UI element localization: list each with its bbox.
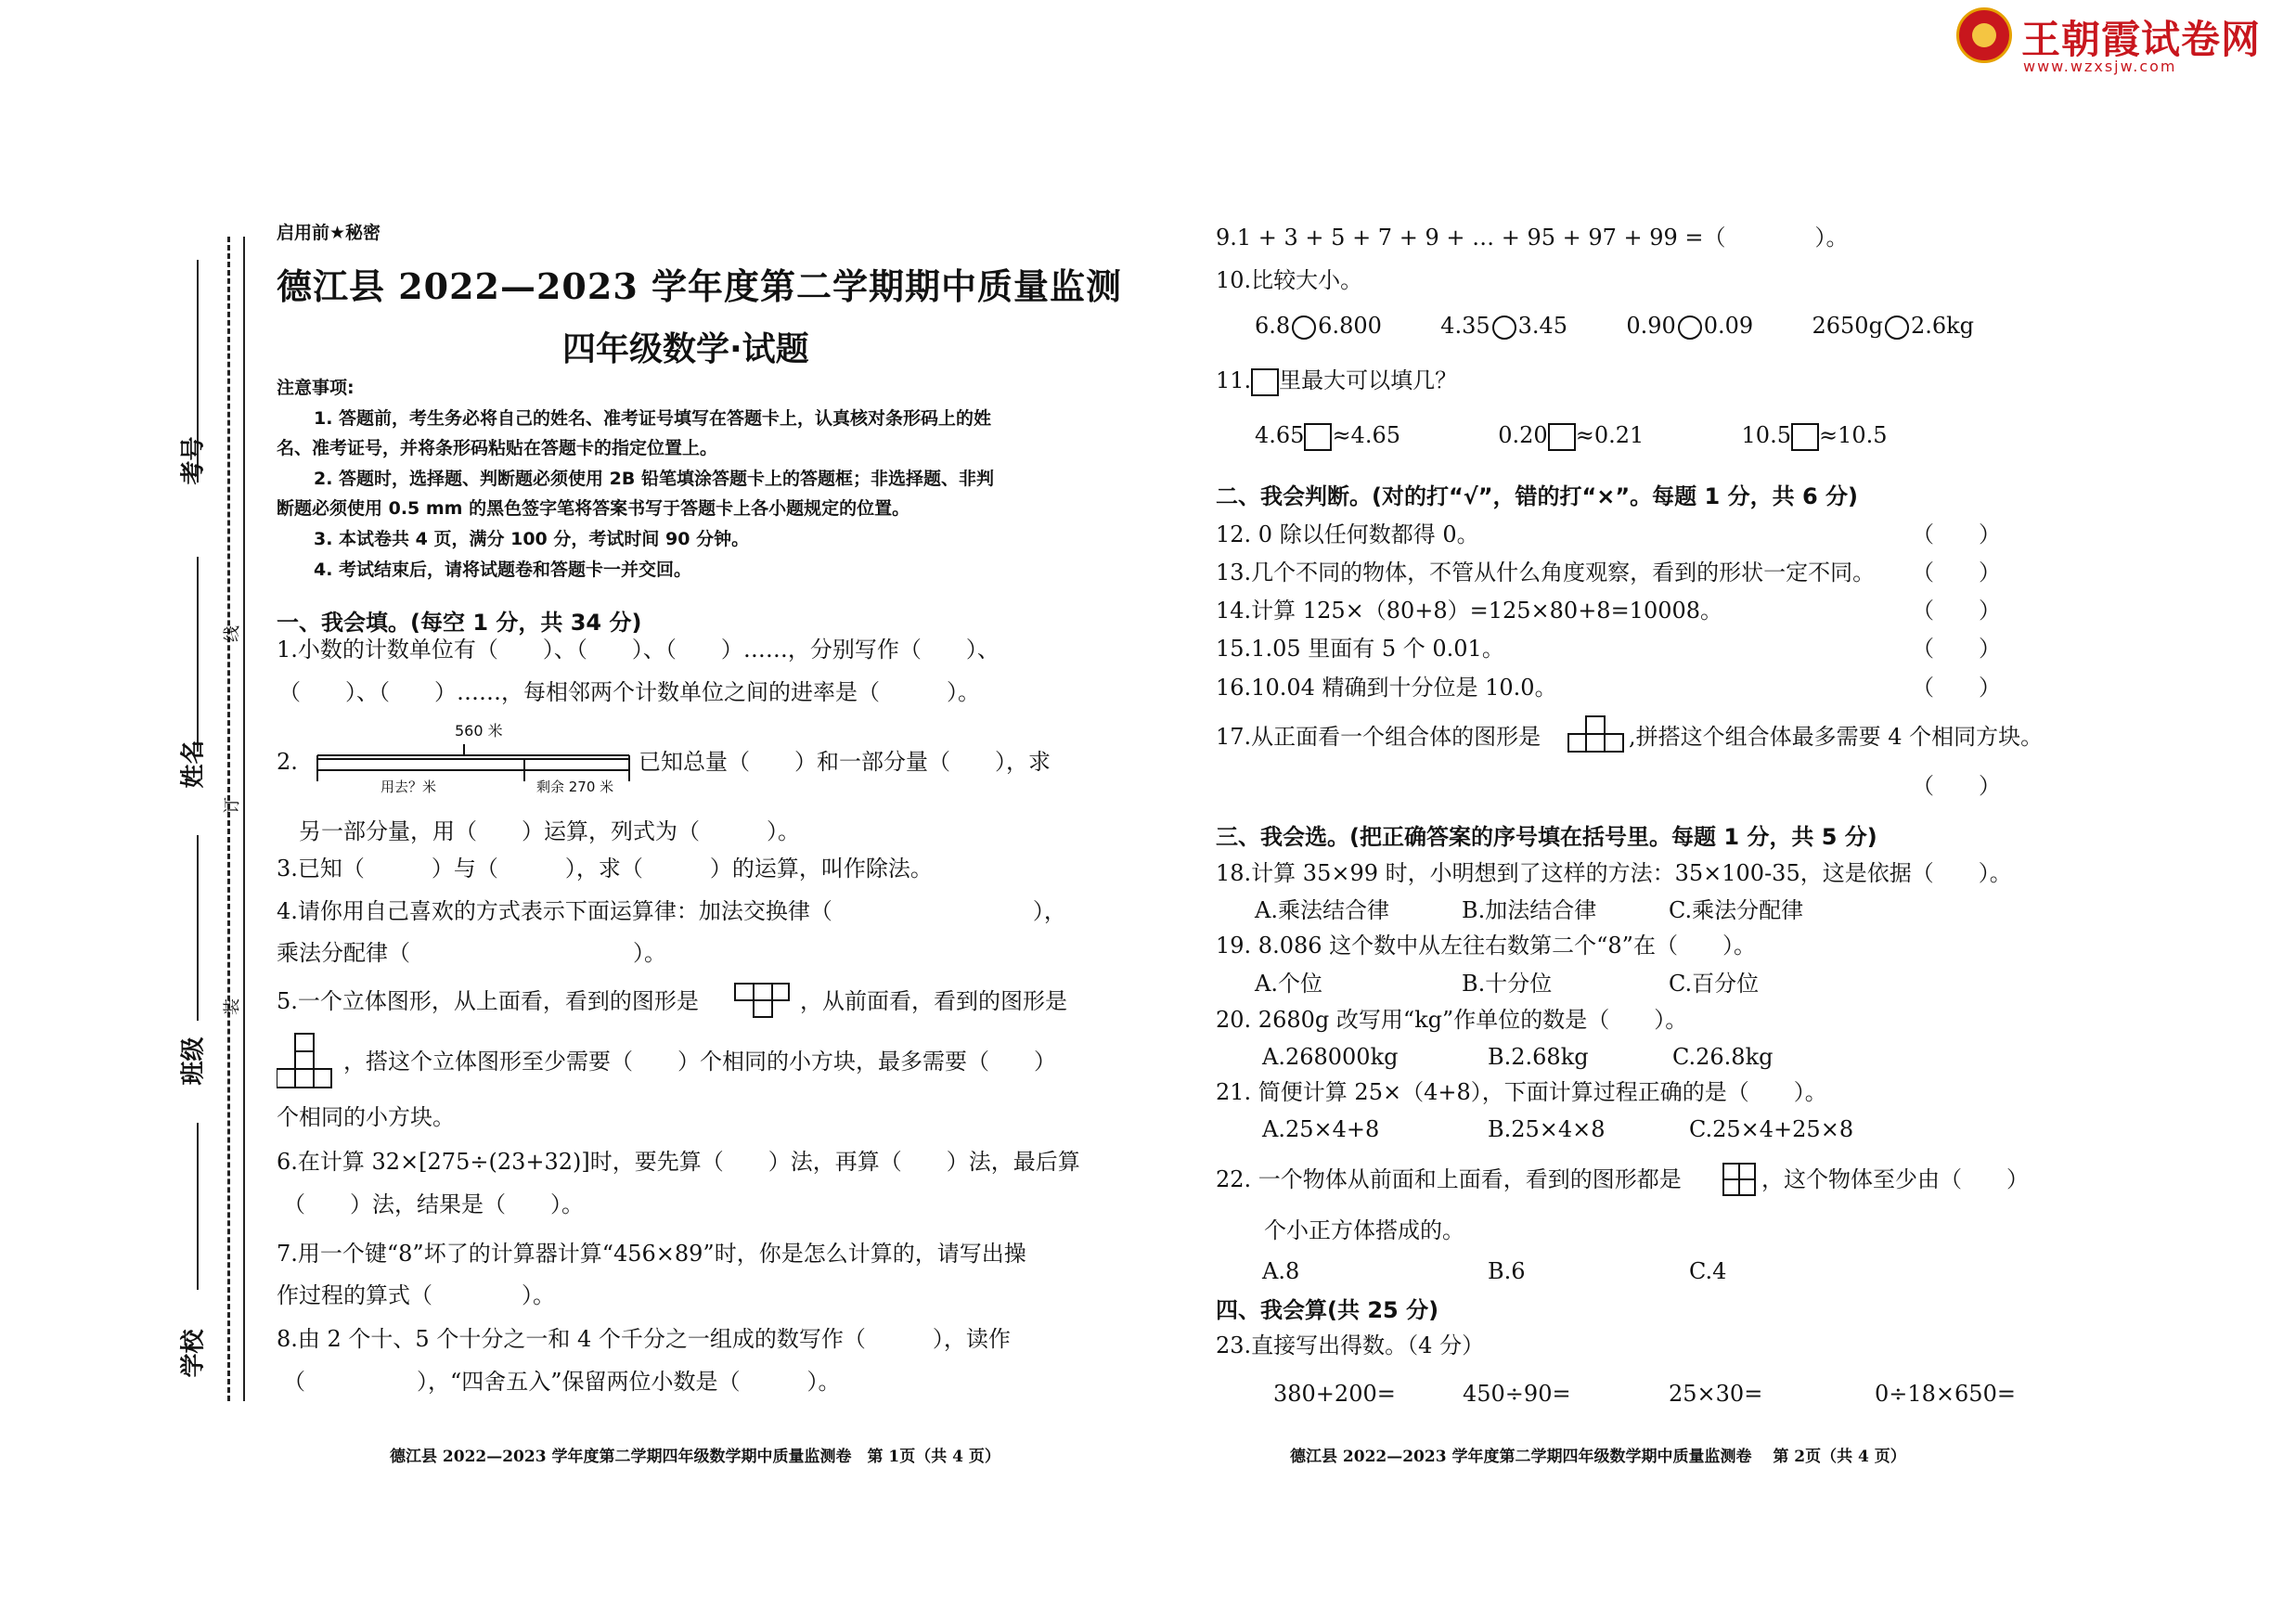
q19-option-b[interactable]: B.十分位 [1462,971,1553,997]
q10-c-left: 0.90 [1626,313,1676,339]
blank-box-icon [1251,368,1279,396]
q6-line-a: 6.在计算 32×[275÷(23+32)]时，要先算（ ）法，再算（ ）法，最后算 [277,1149,1080,1175]
q2-total-label: 560 米 [455,722,503,740]
q15-answer[interactable]: （ ） [1912,636,2001,662]
blank-box-icon[interactable] [1548,423,1576,451]
q22-option-a[interactable]: A.8 [1262,1258,1300,1284]
q8-line-a: 8.由 2 个十、5 个十分之一和 4 个千分之一组成的数写作（ ），读作 [277,1326,1011,1352]
q17-line-b: ,拼搭这个组合体最多需要 4 个相同方块。 [1629,724,2044,750]
q23: 23.直接写出得数。（4 分） [1216,1332,1485,1358]
q18: 18.计算 35×99 时，小明想到了这样的方法：35×100-35，这是依据（ ）。 [1216,860,2012,886]
cut-mark-bind: 装 [223,998,242,1015]
q3: 3.已知（ ）与（ ），求（ ）的运算，叫作除法。 [277,856,933,882]
exam-subtitle: 四年级数学·试题 [562,330,809,368]
note-4: 4. 考试结束后，请将试题卷和答题卡一并交回。 [314,560,692,580]
watermark-name: 王朝霞试卷网 [2021,17,2262,62]
q18-option-b[interactable]: B.加法结合律 [1462,897,1597,923]
school-label: 学校 [179,1329,208,1378]
q10: 10.比较大小。 [1216,267,1363,293]
compare-circle-icon[interactable] [1678,315,1702,340]
note-1b: 名、准考证号，并将条形码粘贴在答题卡的指定位置上。 [277,438,718,458]
q12: 12. 0 除以任何数都得 0。 [1216,521,1479,547]
q5-line-a2: ，从前面看，看到的图形是 [800,988,1067,1014]
class-rule [197,835,199,1021]
q7-line-a: 7.用一个键“8”坏了的计算器计算“456×89”时，你是怎么计算的，请写出操 [277,1241,1026,1267]
q13: 13.几个不同的物体，不管从什么角度观察，看到的形状一定不同。 [1216,560,1876,586]
q19: 19. 8.086 这个数中从左往右数第二个“8”在（ ）。 [1216,933,1756,959]
q5-front-view-figure [277,1032,332,1089]
q5-line-b: ，搭这个立体图形至少需要（ ）个相同的小方块，最多需要（ ） [343,1049,1056,1075]
q11-a-suffix: ≈4.65 [1332,422,1400,448]
q23-item-3: 25×30= [1669,1381,1763,1407]
q19-option-c[interactable]: C.百分位 [1669,971,1760,997]
q10-d-left: 2650g [1812,313,1883,339]
site-logo-icon [1956,7,2012,63]
q10-b-left: 4.35 [1440,313,1490,339]
q11-number: 11. [1216,367,1252,393]
q10-c-right: 0.09 [1703,313,1754,339]
compare-circle-icon[interactable] [1292,315,1316,340]
q9: 9.1 + 3 + 5 + 7 + 9 + … + 95 + 97 + 99 =（ ）。 [1216,225,1849,251]
q21-option-b[interactable]: B.25×4×8 [1488,1116,1606,1142]
q10-a-left: 6.8 [1255,313,1291,339]
name-label: 姓名 [179,740,208,789]
q11-row [1216,367,1457,396]
exam-no-label: 考号 [179,436,208,485]
q8-line-b: （ ），“四舍五入”保留两位小数是（ ）。 [283,1369,841,1395]
q14: 14.计算 125×（80+8）=125×80+8=10008。 [1216,598,1723,624]
q18-option-a[interactable]: A.乘法结合律 [1255,897,1389,923]
q13-answer[interactable]: （ ） [1912,560,2001,586]
watermark-url: www.wzxsjw.com [2023,58,2177,75]
note-2a: 2. 答题时，选择题、判断题必须使用 2B 铅笔填涂答题卡上的答题框；非选择题、非判 [314,469,994,489]
q22-option-b[interactable]: B.6 [1488,1258,1526,1284]
q2-line-a: 已知总量（ ）和一部分量（ ），求 [638,749,1051,775]
q14-answer[interactable]: （ ） [1912,598,2001,624]
name-rule [197,557,199,752]
q5-top-view-figure [733,982,791,1019]
section-2-heading: 二、我会判断。(对的打“√”，错的打“×”。每题 1 分，共 6 分) [1216,483,1858,509]
cut-mark-line: 线 [223,625,242,642]
q17-front-view-figure [1567,714,1626,753]
q21-option-c[interactable]: C.25×4+25×8 [1689,1116,1854,1142]
q7-line-b: 作过程的算式（ ）。 [277,1282,555,1308]
q2-used-label: 用去？米 [381,779,437,795]
compare-circle-icon[interactable] [1492,315,1516,340]
blank-box-icon[interactable] [1791,423,1819,451]
q10-compare-row [1255,313,1974,340]
q10-d-right: 2.6kg [1910,313,1975,339]
q17-line-a: 17.从正面看一个组合体的图形是 [1216,724,1541,750]
q11-b-prefix: 0.20 [1498,422,1548,448]
secret-label: 启用前★秘密 [277,223,381,243]
q4-line-a: 4.请你用自己喜欢的方式表示下面运算律：加法交换律（ ）， [277,898,1066,924]
q11-items-row [1255,422,1888,451]
note-1a: 1. 答题前，考生务必将自己的姓名、准考证号填写在答题卡上，认真核对条形码上的姓 [314,408,992,429]
class-label: 班级 [179,1036,208,1086]
q16-answer[interactable]: （ ） [1912,675,2001,701]
cut-mark-staple: 订 [223,797,242,814]
q21-option-a[interactable]: A.25×4+8 [1262,1116,1380,1142]
compare-circle-icon[interactable] [1885,315,1909,340]
school-rule [197,1123,199,1290]
q20-option-a[interactable]: A.268000kg [1262,1044,1399,1070]
q11-text: 里最大可以填几？ [1279,367,1458,393]
q22-option-c[interactable]: C.4 [1689,1258,1727,1284]
q15: 15.1.05 里面有 5 个 0.01。 [1216,636,1504,662]
q22-view-figure [1722,1162,1757,1197]
q23-item-2: 450÷90= [1463,1381,1571,1407]
q11-c-suffix: ≈10.5 [1818,422,1888,448]
q20-option-b[interactable]: B.2.68kg [1488,1044,1589,1070]
notes-heading: 注意事项: [277,378,355,398]
q21: 21. 简便计算 25×（4+8），下面计算过程正确的是（ ）。 [1216,1079,1827,1105]
watermark [1956,7,2263,75]
note-2b: 断题必须使用 0.5 mm 的黑色签字笔将答案书写于答题卡上各小题规定的位置。 [277,498,910,519]
q5-line-a: 5.一个立体图形，从上面看，看到的图形是 [277,988,699,1014]
q22-line-c: 个小正方体搭成的。 [1264,1217,1464,1243]
q1-line-b: （ ）、（ ）……，每相邻两个计数单位之间的进率是（ ）。 [278,679,980,705]
binding-solid-line [243,237,245,1401]
q5-line-c: 个相同的小方块。 [277,1104,455,1130]
q17-answer[interactable]: （ ） [1912,773,2001,799]
q11-b-suffix: ≈0.21 [1575,422,1645,448]
q22-line-b: ，这个物体至少由（ ） [1761,1166,2029,1192]
q1-line-a: 1.小数的计数单位有（ ）、（ ）、（ ）……，分别写作（ ）、 [277,637,1000,663]
q2-left-label: 剩余 270 米 [536,779,614,795]
q18-option-c[interactable]: C.乘法分配律 [1669,897,1804,923]
q11-a-prefix: 4.65 [1255,422,1305,448]
exam-title: 德江县 2022—2023 学年度第二学期期中质量监测 [277,265,1122,307]
section-1-heading: 一、我会填。(每空 1 分，共 34 分) [277,610,642,636]
q23-item-1: 380+200= [1273,1381,1396,1407]
q10-a-right: 6.800 [1318,313,1382,339]
q12-answer[interactable]: （ ） [1912,521,2001,547]
q10-b-right: 3.45 [1517,313,1568,339]
q20-option-c[interactable]: C.26.8kg [1672,1044,1774,1070]
q19-option-a[interactable]: A.个位 [1255,971,1322,997]
q22-line-a: 22. 一个物体从前面和上面看，看到的图形都是 [1216,1166,1682,1192]
q2-number: 2. [277,749,298,775]
q11-c-prefix: 10.5 [1741,422,1791,448]
section-3-heading: 三、我会选。(把正确答案的序号填在括号里。每题 1 分，共 5 分) [1216,824,1877,850]
page-1-footer: 德江县 2022—2023 学年度第二学期四年级数学期中质量监测卷 第 1页（共 4 页） [390,1448,1000,1466]
q16: 16.10.04 精确到十分位是 10.0。 [1216,675,1557,701]
q2-line-b: 另一部分量，用（ ）运算，列式为（ ）。 [299,818,800,844]
q4-line-b: 乘法分配律（ ）。 [277,940,666,966]
binding-dashed-line [227,237,230,1401]
q6-line-b: （ ）法，结果是（ ）。 [283,1191,584,1217]
q20: 20. 2680g 改写用“kg”作单位的数是（ ）。 [1216,1007,1688,1033]
page-2-footer: 德江县 2022—2023 学年度第二学期四年级数学期中质量监测卷 第 2页（共 4 页） [1290,1448,1906,1466]
q23-item-4: 0÷18×650= [1875,1381,2016,1407]
section-4-heading: 四、我会算(共 25 分) [1216,1297,1439,1323]
note-3: 3. 本试卷共 4 页，满分 100 分，考试时间 90 分钟。 [314,529,750,549]
blank-box-icon[interactable] [1304,423,1332,451]
